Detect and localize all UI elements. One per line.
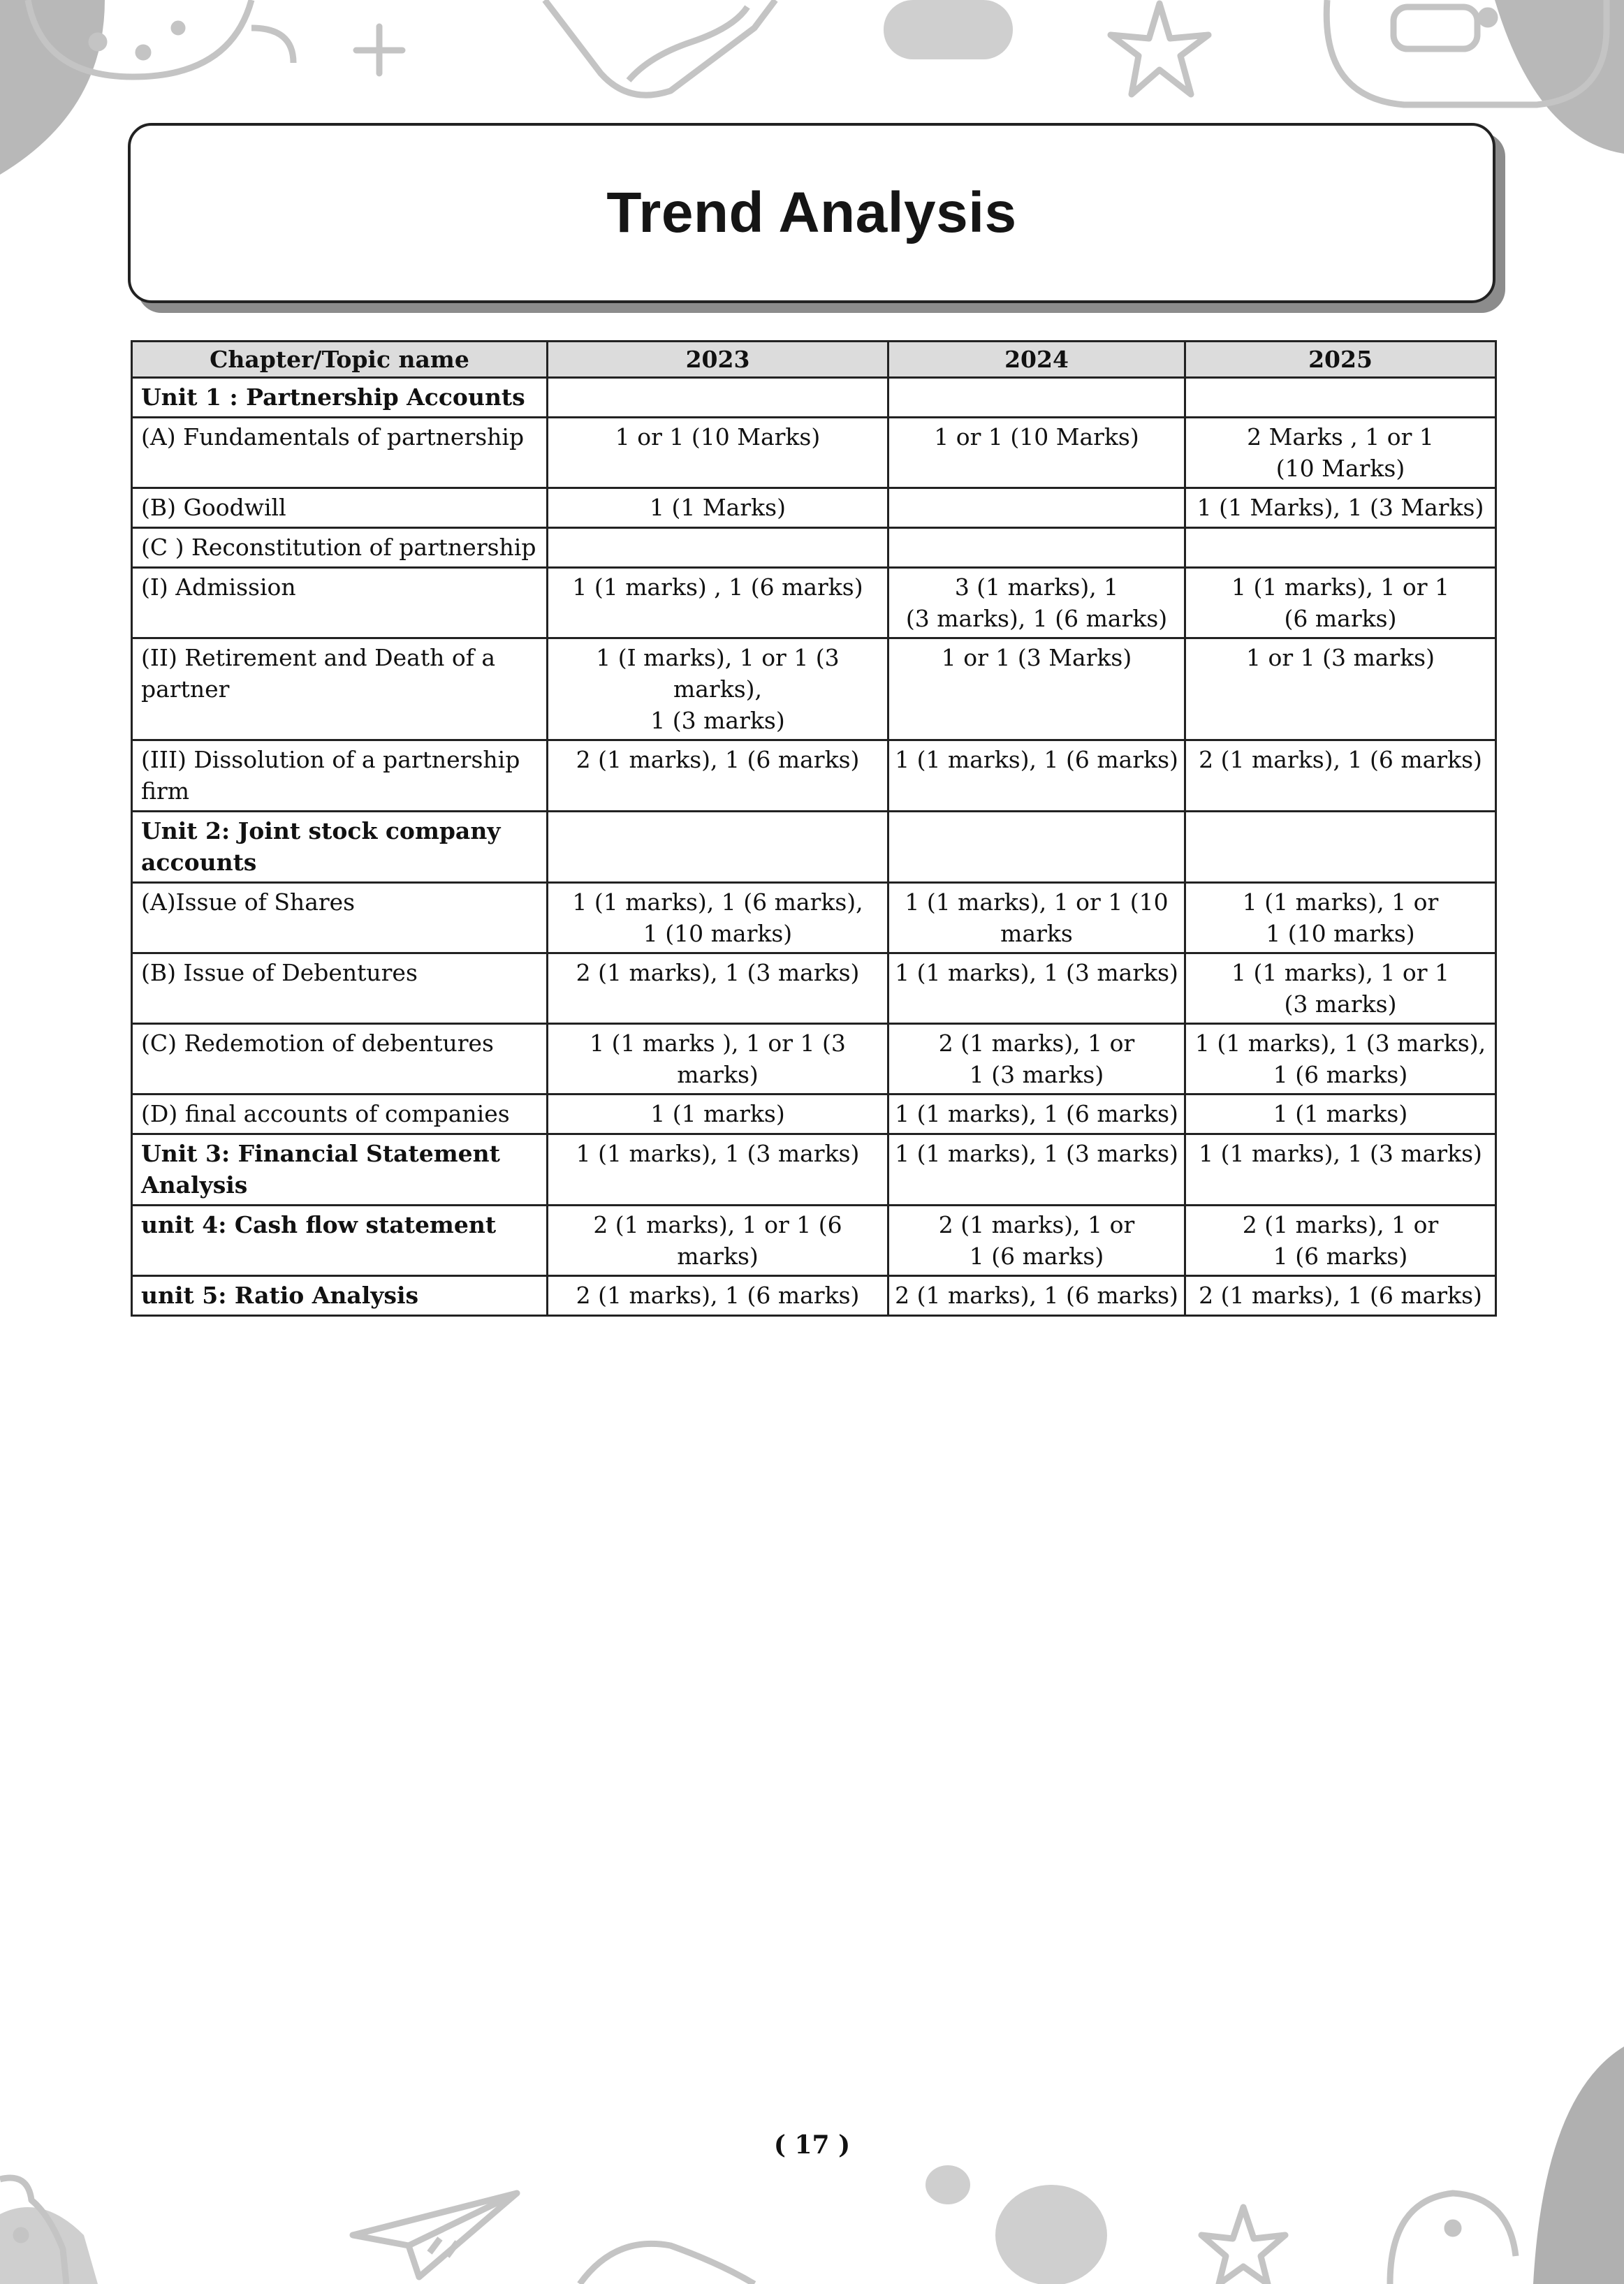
cell-2025: 2 Marks , 1 or 1 (10 Marks) <box>1185 418 1496 488</box>
cell-2024 <box>888 488 1185 528</box>
topic-cell: (II) Retirement and Death of a partner <box>132 638 548 740</box>
cell-2025: 1 (1 marks), 1 (3 marks) <box>1185 1134 1496 1206</box>
table-body <box>132 378 1496 1316</box>
doodle-pencil <box>545 0 775 95</box>
grey-blob <box>926 2165 970 2204</box>
cell-2024: 1 (1 marks), 1 (3 marks) <box>888 1134 1185 1206</box>
table-row <box>132 740 1496 812</box>
table-row <box>132 638 1496 740</box>
topic-cell: (I) Admission <box>132 568 548 638</box>
cell-2023: 1 (1 marks) <box>548 1095 888 1134</box>
cell-2024 <box>888 528 1185 568</box>
cell-2023: 1 or 1 (10 Marks) <box>548 418 888 488</box>
doodle-planet <box>28 0 293 77</box>
grey-blob <box>0 2207 98 2284</box>
table-row <box>132 1024 1496 1095</box>
topic-cell: Unit 2: Joint stock company accounts <box>132 812 548 883</box>
cell-2024: 1 (1 marks), 1 (6 marks) <box>888 740 1185 812</box>
topic-cell: Unit 3: Financial Statement Analysis <box>132 1134 548 1206</box>
header-row <box>132 342 1496 378</box>
cell-2024: 1 (1 marks), 1 (6 marks) <box>888 1095 1185 1134</box>
table-row <box>132 1134 1496 1206</box>
grey-blob <box>1533 2047 1624 2284</box>
cell-2024: 1 (1 marks), 1 or 1 (10 marks <box>888 883 1185 953</box>
topic-cell: unit 5: Ratio Analysis <box>132 1276 548 1316</box>
cell-2024: 2 (1 marks), 1 (6 marks) <box>888 1276 1185 1316</box>
topic-cell: Unit 1 : Partnership Accounts <box>132 378 548 418</box>
cell-2025: 1 (1 marks), 1 (3 marks), 1 (6 marks) <box>1185 1024 1496 1095</box>
cell-2023 <box>548 378 888 418</box>
cell-2023 <box>548 528 888 568</box>
cell-2025 <box>1185 528 1496 568</box>
column-header-2025: 2025 <box>1185 342 1496 378</box>
cell-2025: 2 (1 marks), 1 or 1 (6 marks) <box>1185 1206 1496 1276</box>
table-row <box>132 488 1496 528</box>
cell-2024: 3 (1 marks), 1 (3 marks), 1 (6 marks) <box>888 568 1185 638</box>
column-header-2024: 2024 <box>888 342 1185 378</box>
star-sparkle <box>1111 3 1208 94</box>
cell-2024 <box>888 378 1185 418</box>
star-sparkle <box>1201 2207 1285 2284</box>
grey-blob <box>0 0 105 175</box>
topic-cell: (A)Issue of Shares <box>132 883 548 953</box>
topic-cell: (D) final accounts of companies <box>132 1095 548 1134</box>
table-row <box>132 528 1496 568</box>
column-header-topic: Chapter/Topic name <box>132 342 548 378</box>
cell-2025 <box>1185 812 1496 883</box>
table-row <box>132 1095 1496 1134</box>
cell-2023: 1 (I marks), 1 or 1 (3 marks), 1 (3 marks) <box>548 638 888 740</box>
cell-2025: 2 (1 marks), 1 (6 marks) <box>1185 1276 1496 1316</box>
cell-2025: 1 (1 marks), 1 or 1 (6 marks) <box>1185 568 1496 638</box>
table-row <box>132 953 1496 1024</box>
table-row <box>132 378 1496 418</box>
topic-cell: unit 4: Cash flow statement <box>132 1206 548 1276</box>
cell-2025: 1 or 1 (3 marks) <box>1185 638 1496 740</box>
cell-2025: 1 (1 marks), 1 or 1 (10 marks) <box>1185 883 1496 953</box>
cell-2025: 1 (1 marks), 1 or 1 (3 marks) <box>1185 953 1496 1024</box>
trend-table <box>131 340 1497 1317</box>
cell-2024: 1 or 1 (10 Marks) <box>888 418 1185 488</box>
cell-2024: 1 or 1 (3 Marks) <box>888 638 1185 740</box>
cell-2025: 1 (1 Marks), 1 (3 Marks) <box>1185 488 1496 528</box>
cell-2023: 2 (1 marks), 1 (6 marks) <box>548 740 888 812</box>
doodle-paper-plane <box>353 2193 517 2277</box>
cell-2025: 2 (1 marks), 1 (6 marks) <box>1185 740 1496 812</box>
page-number: ( 17 ) <box>773 2130 851 2160</box>
table-row <box>132 812 1496 883</box>
plus-sparkle <box>356 27 402 73</box>
cell-2023: 1 (1 marks), 1 (6 marks), 1 (10 marks) <box>548 883 888 953</box>
cell-2023: 1 (1 marks ), 1 or 1 (3 marks) <box>548 1024 888 1095</box>
cell-2025 <box>1185 378 1496 418</box>
grey-blob <box>1495 0 1624 154</box>
page-title: Trend Analysis <box>606 181 1017 244</box>
cell-2023: 2 (1 marks), 1 (6 marks) <box>548 1276 888 1316</box>
doodle-mascot <box>0 2178 66 2284</box>
topic-cell: (III) Dissolution of a partnership firm <box>132 740 548 812</box>
cell-2025: 1 (1 marks) <box>1185 1095 1496 1134</box>
topic-cell: (A) Fundamentals of partnership <box>132 418 548 488</box>
cell-2023: 2 (1 marks), 1 or 1 (6 marks) <box>548 1206 888 1276</box>
doodle-mascot <box>1390 2193 1516 2284</box>
cell-2023: 1 (1 marks), 1 (3 marks) <box>548 1134 888 1206</box>
topic-cell: (B) Goodwill <box>132 488 548 528</box>
cell-2024 <box>888 812 1185 883</box>
doodle-robot <box>1326 0 1607 105</box>
topic-cell: (B) Issue of Debentures <box>132 953 548 1024</box>
cell-2024: 2 (1 marks), 1 or 1 (3 marks) <box>888 1024 1185 1095</box>
table-row <box>132 568 1496 638</box>
title-box <box>128 123 1495 303</box>
table-row <box>132 418 1496 488</box>
table-row <box>132 883 1496 953</box>
doodle-pencil <box>580 2243 754 2284</box>
grey-blob <box>995 2185 1107 2284</box>
table-row <box>132 1206 1496 1276</box>
topic-cell: (C) Redemotion of debentures <box>132 1024 548 1095</box>
cell-2024: 1 (1 marks), 1 (3 marks) <box>888 953 1185 1024</box>
cell-2023: 2 (1 marks), 1 (3 marks) <box>548 953 888 1024</box>
cell-2023: 1 (1 marks) , 1 (6 marks) <box>548 568 888 638</box>
table-row <box>132 1276 1496 1316</box>
cell-2023 <box>548 812 888 883</box>
cell-2024: 2 (1 marks), 1 or 1 (6 marks) <box>888 1206 1185 1276</box>
topic-cell: (C ) Reconstitution of partnership <box>132 528 548 568</box>
column-header-2023: 2023 <box>548 342 888 378</box>
cell-2023: 1 (1 Marks) <box>548 488 888 528</box>
grey-blob <box>884 0 1013 59</box>
